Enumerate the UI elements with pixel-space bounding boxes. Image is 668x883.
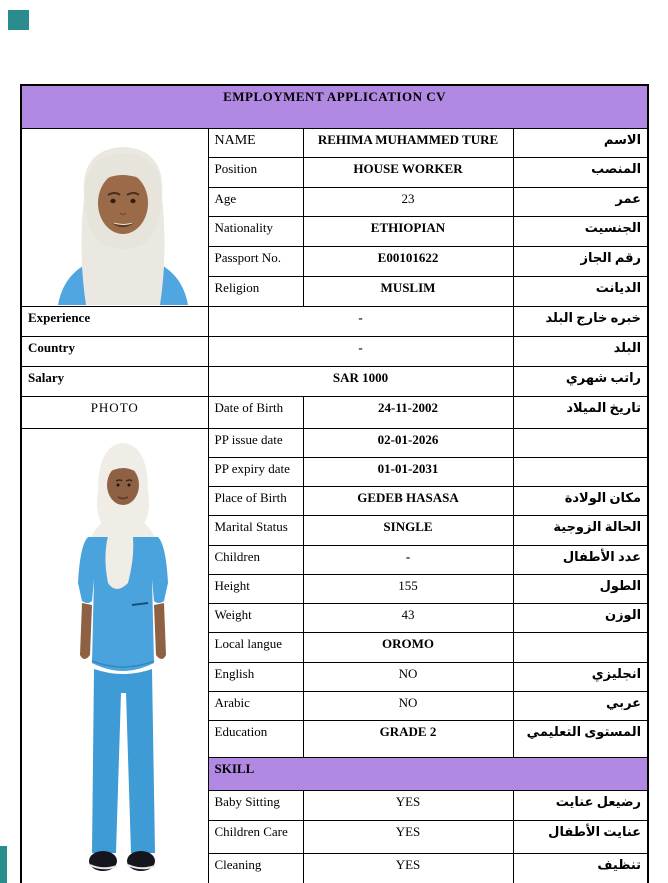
row-label-arabic: الديانت <box>513 276 648 306</box>
row-value: SINGLE <box>303 516 513 545</box>
row-label: Salary <box>21 366 208 396</box>
table-row <box>21 366 648 396</box>
row-value: GRADE 2 <box>303 721 513 757</box>
row-value: HOUSE WORKER <box>303 158 513 188</box>
row-label: PP expiry date <box>208 457 303 486</box>
row-label-arabic: الحالة الزوجية <box>513 516 648 545</box>
row-label: Age <box>208 187 303 217</box>
row-label-arabic: خبره خارج البلد <box>513 306 648 336</box>
row-label-arabic: عنايت الأطفال <box>513 821 648 853</box>
applicant-headshot-photo <box>21 128 208 306</box>
row-value: YES <box>303 853 513 883</box>
photo-section-label: PHOTO <box>21 396 208 428</box>
row-value: 01-01-2031 <box>303 457 513 486</box>
row-label: NAME <box>208 128 303 158</box>
row-label: Passport No. <box>208 247 303 277</box>
row-value: 43 <box>303 604 513 633</box>
teal-screen-artifact-top <box>8 10 29 30</box>
row-label: PP issue date <box>208 428 303 457</box>
row-value: SAR 1000 <box>208 366 513 396</box>
row-value: 24-11-2002 <box>303 396 513 428</box>
row-value: OROMO <box>303 633 513 662</box>
table-row <box>21 396 648 428</box>
row-label: Cleaning <box>208 853 303 883</box>
row-label: Children <box>208 545 303 574</box>
row-label: Education <box>208 721 303 757</box>
table-row <box>21 306 648 336</box>
row-value: NO <box>303 662 513 691</box>
teal-screen-artifact-bottom <box>0 846 7 883</box>
row-value: 02-01-2026 <box>303 428 513 457</box>
row-label: Place of Birth <box>208 487 303 516</box>
row-label-arabic: المنصب <box>513 158 648 188</box>
row-label-arabic <box>513 457 648 486</box>
row-label: Baby Sitting <box>208 790 303 820</box>
row-label-arabic <box>513 633 648 662</box>
row-label: Date of Birth <box>208 396 303 428</box>
row-label: Religion <box>208 276 303 306</box>
row-value: - <box>303 545 513 574</box>
row-value: - <box>208 306 513 336</box>
row-label: Marital Status <box>208 516 303 545</box>
row-label: Local langue <box>208 633 303 662</box>
row-label-arabic: راتب شهري <box>513 366 648 396</box>
row-label: Nationality <box>208 217 303 247</box>
row-label: Weight <box>208 604 303 633</box>
table-row <box>21 336 648 366</box>
row-label-arabic: الاسم <box>513 128 648 158</box>
row-value: YES <box>303 790 513 820</box>
row-value: 155 <box>303 574 513 603</box>
row-value: 23 <box>303 187 513 217</box>
row-label-arabic <box>513 428 648 457</box>
row-label-arabic: عدد الأطفال <box>513 545 648 574</box>
row-label: Children Care <box>208 821 303 853</box>
row-label-arabic: الجنسيت <box>513 217 648 247</box>
row-label: Arabic <box>208 692 303 721</box>
row-label-arabic: انجليزي <box>513 662 648 691</box>
row-label-arabic: رقم الجاز <box>513 247 648 277</box>
row-value: - <box>208 336 513 366</box>
row-label-arabic: عربي <box>513 692 648 721</box>
skill-section-header: SKILL <box>208 757 648 790</box>
cv-table <box>20 84 649 883</box>
row-label-arabic: البلد <box>513 336 648 366</box>
applicant-full-body-photo <box>21 428 208 883</box>
row-value: GEDEB HASASA <box>303 487 513 516</box>
row-value: MUSLIM <box>303 276 513 306</box>
row-label-arabic: الوزن <box>513 604 648 633</box>
row-label: Country <box>21 336 208 366</box>
row-label-arabic: تنظيف <box>513 853 648 883</box>
headshot-illustration <box>28 133 208 305</box>
page-title: EMPLOYMENT APPLICATION CV <box>21 85 648 128</box>
row-label: English <box>208 662 303 691</box>
row-label: Experience <box>21 306 208 336</box>
row-label-arabic: رضيعل عنايت <box>513 790 648 820</box>
row-value: ETHIOPIAN <box>303 217 513 247</box>
row-label: Position <box>208 158 303 188</box>
table-row <box>21 128 648 158</box>
table-row <box>21 428 648 457</box>
row-label: Height <box>208 574 303 603</box>
full-body-illustration <box>28 433 208 883</box>
row-label-arabic: المستوى التعليمي <box>513 721 648 757</box>
row-label-arabic: مكان الولادة <box>513 487 648 516</box>
row-value: E00101622 <box>303 247 513 277</box>
row-label-arabic: عمر <box>513 187 648 217</box>
row-value: NO <box>303 692 513 721</box>
row-value: YES <box>303 821 513 853</box>
table-row <box>21 85 648 128</box>
row-label-arabic: الطول <box>513 574 648 603</box>
row-value: REHIMA MUHAMMED TURE <box>303 128 513 158</box>
row-label-arabic: تاريخ الميلاد <box>513 396 648 428</box>
